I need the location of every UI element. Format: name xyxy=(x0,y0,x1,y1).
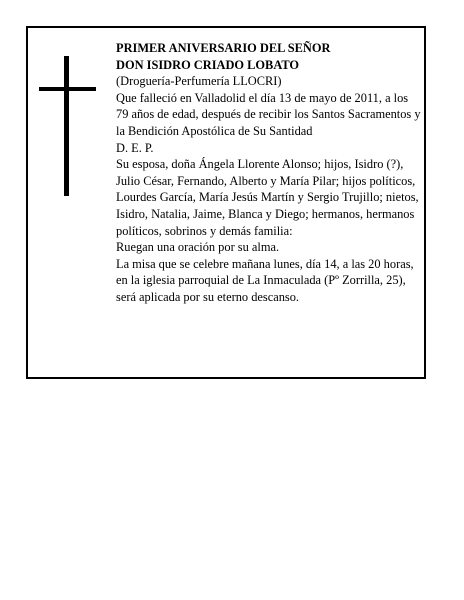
rip-line: D. E. P. xyxy=(116,140,154,155)
notice-text xyxy=(116,40,422,306)
obituary-notice xyxy=(26,26,426,379)
paragraph-family: Su esposa, doña Ángela Llorente Alonso; hijos, Isidro (?), Julio César, Fernando, Alberto y María Pilar; hijos políticos, Lourdes García, María Jesús Martín y Sergio Trujillo; nietos, Isidro, Natalia, Jaime, Blanca y Diego; hermanos, hermanos políticos, sobrinos y demás familia: xyxy=(116,157,419,238)
cross-vertical-bar xyxy=(64,56,69,196)
heading-line-1: PRIMER ANIVERSARIO DEL SEÑOR xyxy=(116,41,331,55)
paragraph-death: Que falleció en Valladolid el día 13 de mayo de 2011, a los 79 años de edad, después de recibir los Santos Sacramentos y la Bendición Apostólica de Su Santidad xyxy=(116,90,421,138)
subheading: (Droguería-Perfumería LLOCRI) xyxy=(116,74,282,89)
prayer-request: Ruegan una oración por su alma. xyxy=(116,240,280,255)
paragraph-mass: La misa que se celebre mañana lunes, día 14, a las 20 horas, en la iglesia parroquial de La Inmaculada (Pº Zorrilla, 25), será aplicada por su eterno descanso. xyxy=(116,256,414,304)
heading-line-2: DON ISIDRO CRIADO LOBATO xyxy=(116,57,300,72)
cross-icon xyxy=(39,56,96,196)
cross-horizontal-bar xyxy=(39,87,96,91)
